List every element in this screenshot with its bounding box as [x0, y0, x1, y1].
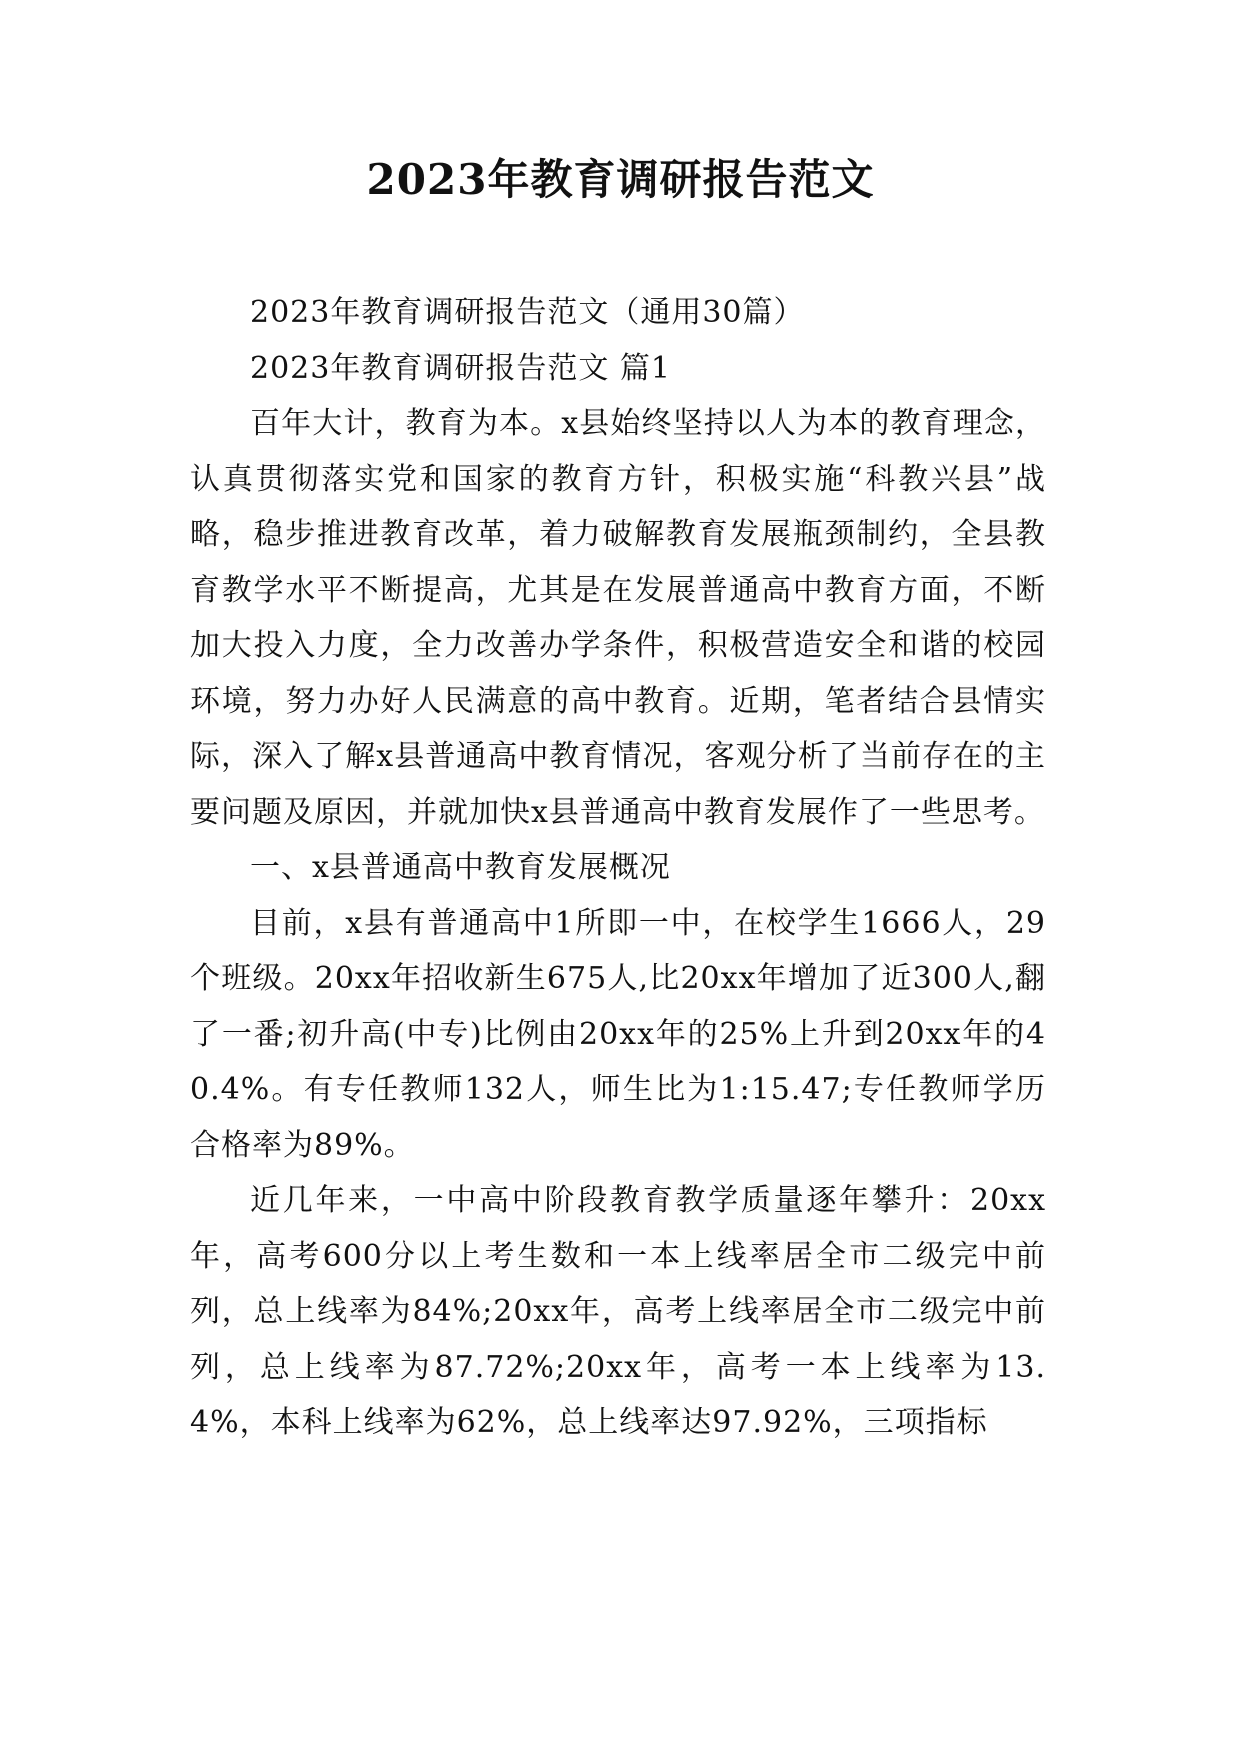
subtitle-paragraph: 2023年教育调研报告范文（通用30篇） [250, 295, 805, 330]
body-paragraph: 目前，x县有普通高中1所即一中，在校学生1666人，29个班级。20xx年招收新生675人,比20xx年增加了近300人,翻了一番;初升高(中专)比例由20xx年的25%上升到20xx年的40.4%。有专任教师132人，师生比为1:15.47;专任教师学历合格率为89%。 [190, 905, 1046, 1163]
document-title: 2023年教育调研报告范文 [366, 155, 875, 204]
section-heading: 一、x县普通高中教育发展概况 [250, 850, 671, 885]
document-body [190, 285, 1046, 1451]
body-paragraph: 近几年来，一中高中阶段教育教学质量逐年攀升：20xx年，高考600分以上考生数和一本上线率居全市二级完中前列，总上线率为84%;20xx年，高考上线率居全市二级完中前列，总上线率为87.72%;20xx年，高考一本上线率为13.4%，本科上线率为62%，总上线率达97.92%，三项指标 [190, 1183, 1046, 1440]
body-paragraph: 百年大计，教育为本。x县始终坚持以人为本的教育理念，认真贯彻落实党和国家的教育方针，积极实施“科教兴县”战略，稳步推进教育改革，着力破解教育发展瓶颈制约，全县教育教学水平不断提高，尤其是在发展普通高中教育方面，不断加大投入力度，全力改善办学条件，积极营造安全和谐的校园环境，努力办好人民满意的高中教育。近期，笔者结合县情实际，深入了解x县普通高中教育情况，客观分析了当前存在的主要问题及原因，并就加快x县普通高中教育发展作了一些思考。 [190, 406, 1046, 830]
section-heading: 2023年教育调研报告范文 篇1 [250, 350, 671, 386]
